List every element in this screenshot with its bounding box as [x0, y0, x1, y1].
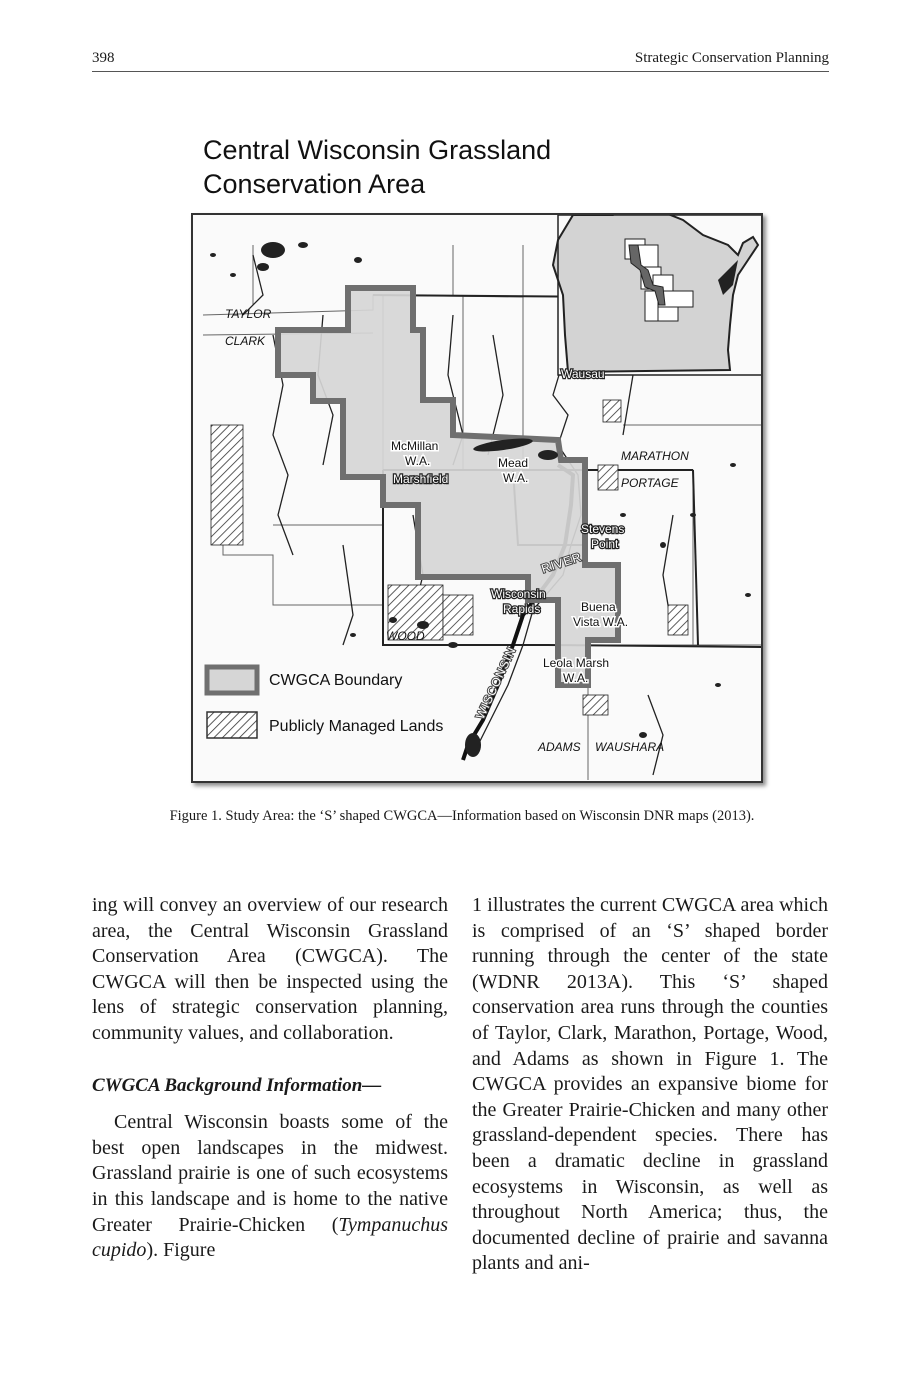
figure-map: [185, 125, 770, 790]
map-title-line1: Central Wisconsin Grassland: [203, 135, 552, 165]
legend-swatch-public-lands: [207, 712, 257, 738]
place-label-wisconsin-rapids-2: Rapids: [503, 602, 541, 616]
county-label-taylor: TAYLOR: [225, 307, 272, 321]
body-paragraph-left-1: ing will convey an overview of our research area, the Central Wisconsin Grassland Conservation Area (CWGCA). The CWGCA will then be inspected using the lens of strategic conservation planning, community values, and collaboration.: [92, 894, 448, 1044]
figure-caption: Figure 1. Study Area: the ‘S’ shaped CWGCA—Information based on Wisconsin DNR maps (2013).: [169, 808, 755, 824]
body-paragraph-left-2-a: Central Wisconsin boasts some of the best open landscapes in the midwest. Grassland prairie is one of such ecosystems in this landscape and is home to the native Greater Prairie-Chicken (: [92, 1111, 448, 1236]
text-column-right: [472, 893, 828, 1277]
legend-label-public-lands: Publicly Managed Lands: [269, 718, 444, 735]
body-paragraph-left-2: [92, 1110, 448, 1264]
county-label-waushara: WAUSHARA: [595, 740, 665, 754]
river-label-river: RIVER: [539, 549, 584, 576]
county-label-adams: ADAMS: [538, 740, 581, 754]
wa-label-leola-marsh-2: W.A.: [563, 671, 589, 685]
river-label-wisconsin: WISCONSIN: [473, 644, 519, 722]
section-subheading: CWGCA Background Information—: [92, 1074, 382, 1096]
wa-label-mead-2: W.A.: [503, 471, 529, 485]
legend-swatch-boundary: [207, 667, 257, 693]
text-column-left: [92, 893, 448, 1264]
place-label-wausau: Wausau: [561, 367, 605, 381]
body-paragraph-right: 1 illustrates the current CWGCA area which is comprised of an ‘S’ shaped border running through the center of the state (WDNR 2013A). This ‘S’ shaped conservation area runs through the counties of Taylor, Clark, Marathon, Portage, Wood, and Adams as shown in Figure 1. The CWGCA provides an expansive biome for the Greater Prairie-Chicken and many other grassland-dependent species. There has been a dramatic decline in grassland ecosystems in Wisconsin, as well as throughout North America; thus, the documented decline of prairie and savanna plants and ani-: [472, 894, 828, 1275]
wa-label-buena-vista-1: Buena: [581, 600, 616, 614]
map-title-line2: Conservation Area: [203, 169, 426, 199]
place-label-marshfield: Marshfield: [393, 472, 449, 486]
wa-label-leola-marsh-1: Leola Marsh: [543, 656, 610, 670]
place-label-wisconsin-rapids-1: Wisconsin: [491, 587, 546, 601]
map-title: [203, 133, 551, 201]
map-canvas: [193, 215, 763, 783]
map-legend: [207, 667, 443, 738]
state-inset: [553, 215, 763, 375]
county-label-portage: PORTAGE: [621, 476, 679, 490]
map-frame: [191, 213, 763, 783]
county-label-marathon: MARATHON: [621, 449, 689, 463]
body-paragraph-left-2-b: ). Figure: [146, 1239, 216, 1262]
place-label-stevens-point-2: Point: [591, 537, 619, 551]
county-label-clark: CLARK: [225, 334, 266, 348]
page-header: [92, 48, 829, 72]
wa-label-mcmillan-2: W.A.: [405, 454, 431, 468]
wa-label-buena-vista-2: Vista W.A.: [573, 615, 629, 629]
legend-label-boundary: CWGCA Boundary: [269, 672, 403, 689]
wa-label-mead-1: Mead: [498, 456, 529, 470]
wa-label-mcmillan-1: McMillan: [391, 439, 439, 453]
county-label-wood: WOOD: [386, 629, 425, 643]
running-title: Strategic Conservation Planning: [634, 50, 829, 66]
place-label-stevens-point-1: Stevens: [581, 522, 625, 536]
species-name: Tympanuchus cupido: [92, 1213, 448, 1262]
page-number: 398: [92, 50, 115, 66]
